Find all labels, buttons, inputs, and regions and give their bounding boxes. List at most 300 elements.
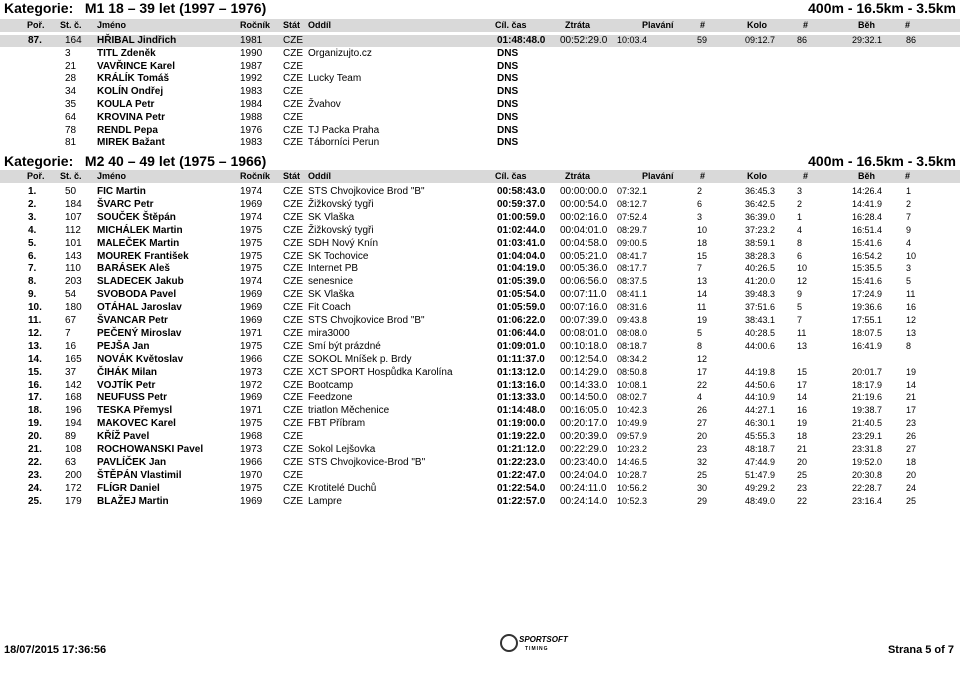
cell-plavani: 08:41.7 [617, 250, 648, 261]
cell-rocnik: 1974 [240, 276, 263, 288]
result-row [0, 302, 960, 314]
cell-por: 3. [28, 211, 37, 223]
cell-cil: 01:06:44.0 [497, 327, 546, 339]
cell-plavani: 08:34.2 [617, 353, 648, 364]
cell-stc: 200 [65, 469, 82, 481]
cell-por: 18. [28, 405, 42, 417]
cell-beh-p: 23 [906, 418, 917, 429]
cell-stat: CZE [283, 86, 303, 98]
cell-ztrata: 00:20:17.0 [560, 418, 608, 430]
cell-stat: CZE [283, 237, 303, 249]
cell-kolo: 46:30.1 [745, 418, 776, 429]
cell-jmeno: KŘÍŽ Pavel [97, 431, 150, 443]
cell-plavani: 09:57.9 [617, 431, 648, 442]
cell-plav-p: 10 [697, 224, 708, 235]
cell-jmeno: ROCHOWANSKI Pavel [97, 444, 204, 455]
cell-cil: 01:03:41.0 [497, 237, 546, 249]
cell-beh: 23:31.8 [852, 444, 883, 454]
cell-plavani: 14:46.5 [617, 456, 648, 467]
cell-ztrata: 00:10:18.0 [560, 340, 608, 352]
cell-kolo-p: 15 [797, 366, 808, 377]
cell-stc: 110 [65, 263, 81, 275]
cell-plav-p: 8 [697, 340, 703, 351]
cell-beh-p: 20 [906, 469, 917, 480]
cell-beh-p: 16 [906, 302, 917, 313]
cell-kolo-p: 2 [797, 198, 803, 209]
result-row [0, 405, 960, 417]
result-row [0, 341, 960, 353]
cell-beh-p: 3 [906, 263, 912, 274]
cell-por: 21. [28, 444, 42, 455]
cell-rocnik: 1973 [240, 366, 263, 378]
cell-oddil: STS Chvojkovice-Brod "B" [308, 456, 426, 468]
cell-stc: 168 [65, 392, 82, 404]
cell-stc: 81 [65, 137, 77, 149]
cell-jmeno: SOUČEK Štěpán [97, 211, 176, 223]
cell-kolo: 51:47.9 [745, 469, 776, 480]
cell-cil: DNS [497, 60, 519, 72]
logo-ring-icon [500, 634, 518, 652]
cell-cil: 01:00:59.0 [497, 211, 546, 223]
cell-rocnik: 1987 [240, 60, 263, 72]
cell-por: 17. [28, 392, 42, 404]
cell-cil: 01:14:48.0 [497, 405, 546, 417]
cell-oddil: Fit Coach [308, 302, 351, 314]
cell-plav-p: 4 [697, 392, 703, 403]
cell-plav-p: 23 [697, 444, 708, 454]
cell-plav-p: 3 [697, 211, 703, 222]
cell-por: 16. [28, 379, 42, 391]
cell-stc: 28 [65, 73, 77, 85]
cell-ztrata: 00:07:11.0 [560, 289, 607, 301]
cell-stat: CZE [283, 327, 303, 339]
cell-ztrata: 00:16:05.0 [560, 405, 608, 417]
cell-por: 87. [28, 35, 42, 46]
cell-beh-p: 1 [906, 186, 912, 196]
cell-kolo-p: 20 [797, 456, 808, 467]
cell-ztrata: 00:22:29.0 [560, 444, 608, 455]
cell-kolo: 36:39.0 [745, 211, 776, 222]
cell-oddil: Táborníci Perun [308, 137, 380, 149]
cell-por: 23. [28, 469, 42, 481]
cell-stat: CZE [283, 302, 303, 314]
cell-ztrata: 00:14:29.0 [560, 366, 608, 378]
cell-stat: CZE [283, 366, 303, 378]
cell-cil: DNS [497, 86, 519, 98]
cell-kolo-p: 10 [797, 263, 808, 274]
cell-stat: CZE [283, 444, 303, 455]
cell-beh-p: 24 [906, 482, 917, 493]
cell-oddil: senesnice [308, 276, 354, 288]
result-row [0, 225, 960, 237]
cell-rocnik: 1975 [240, 340, 263, 352]
cell-oddil: Feedzone [308, 392, 353, 404]
cell-por: 20. [28, 431, 42, 443]
cell-kolo-p: 4 [797, 224, 803, 235]
cell-beh: 20:01.7 [852, 366, 883, 377]
cell-cil: 01:13:16.0 [497, 379, 546, 391]
cell-beh-p: 25 [906, 495, 917, 506]
cell-plav-p: 2 [697, 186, 703, 196]
cell-cil: 01:05:54.0 [497, 289, 546, 301]
cell-jmeno: KROVINA Petr [97, 111, 165, 123]
cell-beh: 20:30.8 [852, 469, 883, 480]
cell-por: 12. [28, 327, 42, 339]
cell-stc: 54 [65, 289, 77, 301]
cell-kolo-p: 86 [797, 35, 808, 45]
cell-por: 15. [28, 366, 42, 378]
cell-oddil: TJ Packa Praha [308, 124, 380, 136]
result-row [0, 35, 960, 47]
cell-kolo: 40:26.5 [745, 263, 776, 274]
cell-stc: 164 [65, 35, 82, 46]
result-row [0, 444, 960, 456]
cell-kolo: 36:42.5 [745, 198, 776, 209]
cell-plavani: 10:23.2 [617, 444, 648, 454]
cell-jmeno: KOULA Petr [97, 99, 155, 110]
cell-jmeno: MALEČEK Martin [97, 237, 180, 249]
cell-cil: 01:48:48.0 [497, 35, 546, 46]
cell-plavani: 10:42.3 [617, 405, 648, 416]
cell-cil: 00:58:43.0 [497, 186, 546, 197]
cell-stc: 180 [65, 302, 82, 314]
result-row [0, 315, 960, 327]
cell-rocnik: 1975 [240, 237, 263, 249]
cell-stat: CZE [283, 137, 303, 149]
cell-stc: 172 [65, 482, 82, 494]
cell-plavani: 09:43.8 [617, 315, 648, 325]
cell-stat: CZE [283, 250, 303, 262]
cell-kolo-p: 1 [797, 211, 803, 222]
cell-plavani: 08:41.1 [617, 289, 648, 300]
cell-oddil: Žižkovský tygři [308, 198, 374, 210]
cell-beh-p: 5 [906, 276, 912, 287]
cell-cil: DNS [497, 73, 519, 85]
cell-jmeno: SLADECEK Jakub [97, 276, 184, 288]
cell-cil: 01:04:19.0 [497, 263, 546, 275]
cell-plavani: 07:32.1 [617, 186, 648, 196]
cell-rocnik: 1968 [240, 431, 263, 443]
cell-cil: 01:22:47.0 [497, 469, 546, 481]
result-row [0, 251, 960, 263]
category-course: 400m - 16.5km - 3.5km [808, 153, 956, 169]
cell-cil: 00:59:37.0 [497, 198, 546, 210]
cell-rocnik: 1966 [240, 353, 263, 365]
cell-ztrata: 00:07:39.0 [560, 315, 608, 326]
cell-jmeno: KOLÍN Ondřej [97, 86, 164, 98]
result-row [0, 289, 960, 301]
cell-ztrata: 00:05:36.0 [560, 263, 608, 275]
cell-oddil: SK Vlaška [308, 211, 355, 223]
cell-por: 4. [28, 224, 37, 236]
cell-oddil: Krotitelé Duchů [308, 482, 377, 494]
cell-plavani: 10:52.3 [617, 495, 648, 506]
cell-plav-p: 5 [697, 327, 703, 338]
cell-plav-p: 32 [697, 456, 708, 467]
cell-stat: CZE [283, 35, 303, 46]
cell-jmeno: ŠTĚPÁN Vlastimil [97, 469, 182, 481]
cell-cil: 01:05:59.0 [497, 302, 546, 314]
cell-beh-p: 12 [906, 315, 917, 325]
cell-rocnik: 1983 [240, 86, 263, 98]
cell-beh: 23:29.1 [852, 431, 883, 442]
column-header-row: Poř. St. č. Jméno Ročník Stát Oddíl Cíl. čas Ztráta Plavání # Kolo # Běh # [0, 19, 960, 32]
cell-oddil: Sokol Lejšovka [308, 444, 376, 455]
cell-rocnik: 1973 [240, 444, 263, 455]
cell-jmeno: ŠVARC Petr [97, 198, 154, 210]
cell-cil: DNS [497, 47, 519, 59]
cell-cil: 01:22:23.0 [497, 456, 546, 468]
result-row [0, 238, 960, 250]
result-row [0, 470, 960, 482]
cell-jmeno: ŠVANCAR Petr [97, 315, 168, 326]
cell-jmeno: FIC Martin [97, 186, 146, 197]
cell-plav-p: 7 [697, 263, 703, 274]
cell-beh: 21:19.6 [852, 392, 883, 403]
cell-oddil: Bootcamp [308, 379, 354, 391]
cell-kolo: 38:43.1 [745, 315, 776, 325]
cell-ztrata: 00:06:56.0 [560, 276, 608, 288]
cell-por: 25. [28, 495, 42, 507]
cell-kolo: 44:00.6 [745, 340, 776, 351]
cell-stat: CZE [283, 340, 303, 352]
cell-beh-p: 10 [906, 250, 917, 261]
sportsoft-logo: SPORTSOFT TIMING [500, 634, 555, 658]
cell-plavani: 10:56.2 [617, 482, 648, 493]
cell-beh-p: 17 [906, 405, 917, 416]
cell-plav-p: 6 [697, 198, 703, 209]
cell-beh: 18:07.5 [852, 327, 883, 338]
cell-jmeno: MOUREK František [97, 250, 189, 262]
result-row [0, 392, 960, 404]
cell-stat: CZE [283, 263, 303, 275]
cell-cil: 01:13:12.0 [497, 366, 546, 378]
cell-stc: 16 [65, 340, 77, 352]
cell-kolo-p: 6 [797, 250, 803, 261]
result-row [0, 380, 960, 392]
cell-beh: 16:28.4 [852, 211, 883, 222]
cell-stc: 196 [65, 405, 82, 417]
cell-stat: CZE [283, 289, 303, 301]
cell-ztrata: 00:05:21.0 [560, 250, 608, 262]
cell-stat: CZE [283, 315, 303, 326]
cell-rocnik: 1975 [240, 418, 263, 430]
result-row [0, 457, 960, 469]
cell-stat: CZE [283, 186, 303, 197]
cell-plav-p: 59 [697, 35, 708, 45]
cell-plavani: 10:28.7 [617, 469, 648, 480]
cell-stc: 142 [65, 379, 82, 391]
result-row [0, 431, 960, 443]
cell-plav-p: 25 [697, 469, 708, 480]
cell-beh-p: 9 [906, 224, 912, 235]
cell-cil: 01:21:12.0 [497, 444, 546, 455]
cell-kolo-p: 18 [797, 431, 808, 442]
cell-rocnik: 1976 [240, 124, 263, 136]
result-row [0, 328, 960, 340]
cell-jmeno: MAKOVEC Karel [97, 418, 176, 430]
cell-kolo-p: 21 [797, 444, 808, 454]
cell-kolo: 41:20.0 [745, 276, 776, 287]
cell-jmeno: HŘIBAL Jindřich [97, 35, 177, 46]
cell-rocnik: 1975 [240, 224, 263, 236]
cell-stat: CZE [283, 482, 303, 494]
cell-jmeno: SVOBODA Pavel [97, 289, 177, 301]
cell-rocnik: 1969 [240, 289, 263, 301]
cell-por: 1. [28, 186, 37, 197]
cell-jmeno: TITL Zdeněk [97, 47, 156, 59]
result-row [0, 48, 960, 60]
cell-oddil: STS Chvojkovice Brod "B" [308, 315, 425, 326]
cell-kolo: 48:18.7 [745, 444, 776, 454]
cell-beh: 16:54.2 [852, 250, 883, 261]
cell-por: 9. [28, 289, 37, 301]
cell-ztrata: 00:24:11.0 [560, 482, 607, 494]
cell-stc: 63 [65, 456, 77, 468]
result-row [0, 125, 960, 137]
cell-stc: 165 [65, 353, 82, 365]
cell-kolo-p: 13 [797, 340, 808, 351]
cell-plavani: 08:08.0 [617, 327, 648, 338]
cell-por: 10. [28, 302, 42, 314]
cell-stat: CZE [283, 431, 303, 443]
cell-beh: 16:51.4 [852, 224, 883, 235]
cell-cil: 01:13:33.0 [497, 392, 546, 404]
cell-plavani: 10:49.9 [617, 418, 648, 429]
cell-stc: 3 [65, 47, 71, 59]
cell-plav-p: 27 [697, 418, 708, 429]
cell-stc: 89 [65, 431, 77, 443]
cell-beh-p: 18 [906, 456, 917, 467]
cell-stc: 112 [65, 224, 81, 236]
cell-stc: 7 [65, 327, 71, 339]
result-row [0, 186, 960, 198]
cell-cil: DNS [497, 137, 519, 149]
cell-stc: 78 [65, 124, 77, 136]
cell-rocnik: 1970 [240, 469, 263, 481]
cell-kolo: 49:29.2 [745, 482, 776, 493]
category-title: Kategorie: M2 40 – 49 let (1975 – 1966) [4, 153, 267, 169]
cell-cil: 01:19:22.0 [497, 431, 546, 443]
cell-ztrata: 00:24:04.0 [560, 469, 608, 481]
cell-stat: CZE [283, 224, 303, 236]
cell-rocnik: 1969 [240, 315, 263, 326]
cell-jmeno: FLÍGR Daniel [97, 482, 160, 494]
cell-jmeno: BARÁSEK Aleš [97, 263, 170, 275]
cell-stat: CZE [283, 99, 303, 110]
cell-por: 2. [28, 198, 37, 210]
cell-kolo: 45:55.3 [745, 431, 776, 442]
result-row [0, 73, 960, 85]
cell-stat: CZE [283, 495, 303, 507]
cell-stc: 203 [65, 276, 82, 288]
result-row [0, 263, 960, 275]
cell-beh: 17:24.9 [852, 289, 883, 300]
cell-oddil: SDH Nový Knín [308, 237, 379, 249]
cell-ztrata: 00:24:14.0 [560, 495, 608, 507]
cell-por: 14. [28, 353, 42, 365]
cell-kolo: 36:45.3 [745, 186, 776, 196]
cell-oddil: SOKOL Mníšek p. Brdy [308, 353, 412, 365]
category-title: Kategorie: M1 18 – 39 let (1997 – 1976) [4, 0, 267, 16]
cell-oddil: Smí být prázdné [308, 340, 381, 352]
cell-stc: 35 [65, 99, 77, 110]
cell-rocnik: 1974 [240, 211, 263, 223]
cell-kolo: 44:10.9 [745, 392, 776, 403]
category-course: 400m - 16.5km - 3.5km [808, 0, 956, 16]
cell-kolo-p: 11 [797, 327, 807, 338]
cell-oddil: SK Vlaška [308, 289, 355, 301]
cell-rocnik: 1975 [240, 250, 263, 262]
result-row [0, 137, 960, 149]
cell-cil: 01:19:00.0 [497, 418, 546, 430]
cell-cil: 01:22:57.0 [497, 495, 546, 507]
cell-beh: 19:36.6 [852, 302, 883, 313]
cell-cil: 01:11:37.0 [497, 353, 545, 365]
cell-kolo-p: 17 [797, 379, 808, 390]
cell-oddil: FBT Příbram [308, 418, 366, 430]
cell-kolo-p: 19 [797, 418, 808, 429]
cell-rocnik: 1975 [240, 263, 263, 275]
cell-stc: 37 [65, 366, 77, 378]
cell-rocnik: 1983 [240, 137, 263, 149]
cell-rocnik: 1984 [240, 99, 263, 110]
cell-kolo: 44:19.8 [745, 366, 776, 377]
cell-stc: 34 [65, 86, 77, 98]
cell-kolo: 48:49.0 [745, 495, 776, 506]
cell-stc: 50 [65, 186, 77, 197]
cell-plavani: 08:02.7 [617, 392, 648, 403]
cell-beh-p: 26 [906, 431, 917, 442]
cell-kolo: 40:28.5 [745, 327, 776, 338]
cell-beh: 21:40.5 [852, 418, 883, 429]
cell-plavani: 07:52.4 [617, 211, 648, 222]
cell-oddil: triatlon Měchenice [308, 405, 390, 417]
cell-beh: 22:28.7 [852, 482, 883, 493]
cell-plav-p: 11 [697, 302, 707, 313]
cell-ztrata: 00:20:39.0 [560, 431, 608, 443]
cell-plavani: 08:37.5 [617, 276, 648, 287]
cell-plav-p: 29 [697, 495, 708, 506]
cell-kolo-p: 7 [797, 315, 803, 325]
cell-stat: CZE [283, 405, 303, 417]
cell-stat: CZE [283, 198, 303, 210]
cell-ztrata: 00:12:54.0 [560, 353, 608, 365]
cell-kolo: 37:51.6 [745, 302, 776, 313]
cell-plav-p: 14 [697, 289, 708, 300]
cell-plavani: 08:18.7 [617, 340, 648, 351]
cell-beh-p: 7 [906, 211, 912, 222]
cell-ztrata: 00:07:16.0 [560, 302, 608, 314]
result-row [0, 276, 960, 288]
cell-jmeno: PEJŠA Jan [97, 340, 150, 352]
cell-rocnik: 1971 [240, 405, 263, 417]
result-row [0, 496, 960, 508]
cell-stat: CZE [283, 469, 303, 481]
cell-plav-p: 30 [697, 482, 708, 493]
cell-plav-p: 17 [697, 366, 708, 377]
cell-por: 6. [28, 250, 37, 262]
cell-stat: CZE [283, 60, 303, 72]
cell-beh-p: 14 [906, 379, 917, 390]
cell-rocnik: 1972 [240, 379, 263, 391]
cell-plav-p: 18 [697, 237, 708, 248]
cell-plav-p: 19 [697, 315, 708, 325]
cell-ztrata: 00:04:01.0 [560, 224, 608, 236]
cell-kolo: 38:28.3 [745, 250, 776, 261]
cell-beh-p: 86 [906, 35, 917, 45]
cell-beh: 16:41.9 [852, 340, 883, 351]
